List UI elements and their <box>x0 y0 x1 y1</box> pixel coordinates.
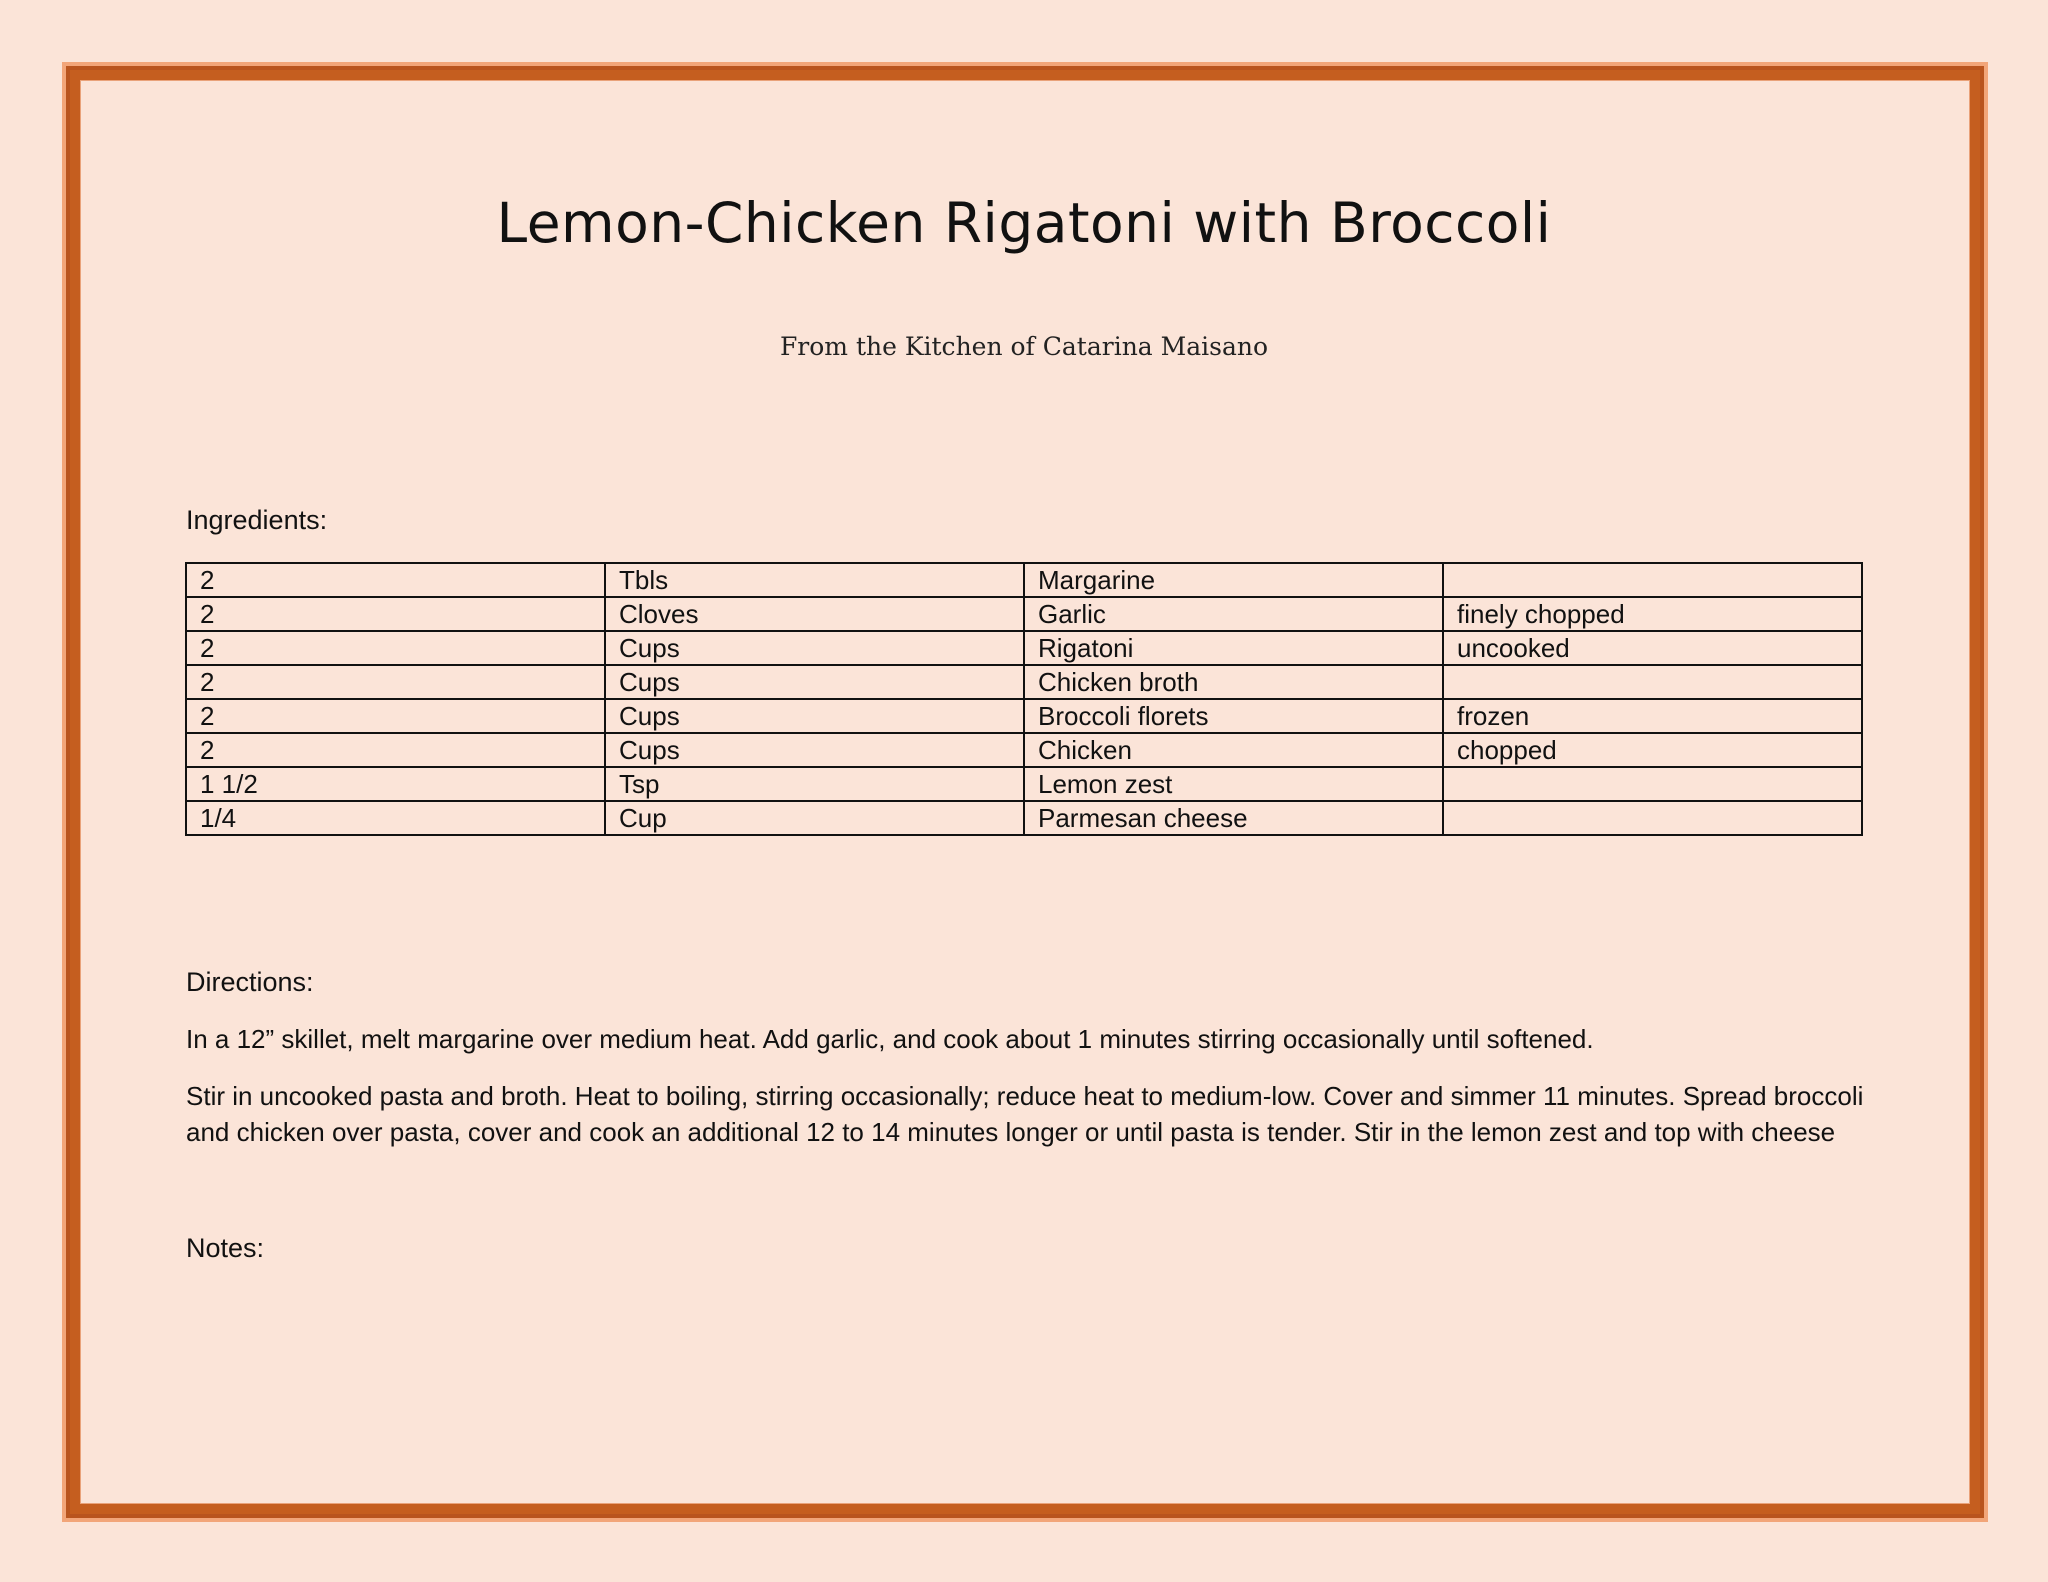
ingredient-note: chopped <box>1443 733 1862 767</box>
directions-heading: Directions: <box>186 967 314 997</box>
ingredient-note <box>1443 563 1862 597</box>
ingredient-quantity: 2 <box>186 597 605 631</box>
ingredient-name: Broccoli florets <box>1024 699 1443 733</box>
direction-step: Stir in uncooked pasta and broth. Heat to boiling, stirring occasionally; reduce heat to medium-low. Cover and simmer 11 minutes. Spread broccoli and chicken over pasta, cover and cook an additional 12 to 14 minutes longer or until pasta is tender. Stir in the lemon zest and top with cheese <box>186 1081 1864 1147</box>
ingredient-name: Garlic <box>1024 597 1443 631</box>
table-row <box>186 699 1862 733</box>
ingredient-note <box>1443 767 1862 801</box>
ingredients-table <box>185 562 1863 836</box>
ingredient-note <box>1443 801 1862 835</box>
ingredient-unit: Cloves <box>605 597 1024 631</box>
table-row <box>186 767 1862 801</box>
ingredient-unit: Cup <box>605 801 1024 835</box>
table-row <box>186 801 1862 835</box>
ingredient-name: Chicken <box>1024 733 1443 767</box>
ingredient-unit: Cups <box>605 699 1024 733</box>
table-row <box>186 597 1862 631</box>
ingredient-quantity: 1 1/2 <box>186 767 605 801</box>
ingredients-heading: Ingredients: <box>186 505 328 535</box>
ingredient-name: Margarine <box>1024 563 1443 597</box>
table-row <box>186 733 1862 767</box>
ingredient-unit: Cups <box>605 665 1024 699</box>
ingredient-note: uncooked <box>1443 631 1862 665</box>
ingredient-quantity: 2 <box>186 699 605 733</box>
ingredient-unit: Cups <box>605 631 1024 665</box>
ingredient-name: Parmesan cheese <box>1024 801 1443 835</box>
direction-step: In a 12” skillet, melt margarine over medium heat. Add garlic, and cook about 1 minutes stirring occasionally until softened. <box>186 1024 1594 1054</box>
ingredient-unit: Cups <box>605 733 1024 767</box>
ingredient-quantity: 2 <box>186 631 605 665</box>
directions-body <box>186 1021 1866 1171</box>
ingredient-name: Rigatoni <box>1024 631 1443 665</box>
ingredient-note: frozen <box>1443 699 1862 733</box>
table-row <box>186 631 1862 665</box>
recipe-title: Lemon-Chicken Rigatoni with Broccoli <box>496 191 1552 255</box>
table-row <box>186 563 1862 597</box>
ingredient-quantity: 2 <box>186 563 605 597</box>
ingredient-note <box>1443 665 1862 699</box>
ingredient-unit: Tbls <box>605 563 1024 597</box>
ingredient-name: Lemon zest <box>1024 767 1443 801</box>
ingredient-quantity: 2 <box>186 733 605 767</box>
ingredient-note: finely chopped <box>1443 597 1862 631</box>
recipe-subtitle: From the Kitchen of Catarina Maisano <box>779 332 1269 361</box>
ingredient-unit: Tsp <box>605 767 1024 801</box>
notes-heading: Notes: <box>186 1233 265 1263</box>
ingredient-quantity: 2 <box>186 665 605 699</box>
ingredient-quantity: 1/4 <box>186 801 605 835</box>
table-row <box>186 665 1862 699</box>
ingredient-name: Chicken broth <box>1024 665 1443 699</box>
